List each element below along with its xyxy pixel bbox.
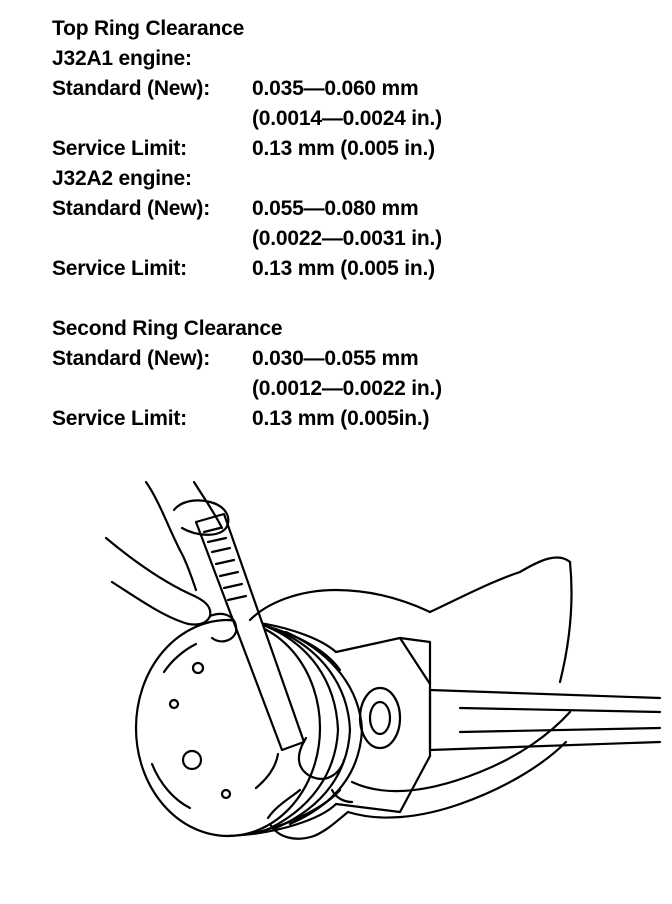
second-ring-standard-row	[52, 344, 652, 374]
j32a1-limit-row	[52, 134, 652, 164]
j32a2-standard-inch-row	[52, 224, 652, 254]
service-limit-label: Service Limit:	[52, 257, 187, 280]
feeler-gauge-piston-illustration	[100, 472, 672, 852]
connecting-rod	[430, 690, 660, 750]
spacer	[52, 374, 252, 404]
standard-value-mm: 0.035—0.060 mm	[252, 77, 419, 100]
section-gap	[52, 284, 652, 314]
standard-value-in: (0.0014—0.0024 in.)	[252, 107, 442, 130]
j32a2-limit-row	[52, 254, 652, 284]
standard-value-in: (0.0022—0.0031 in.)	[252, 227, 442, 250]
standard-label: Standard (New):	[52, 347, 211, 370]
service-limit-value: 0.13 mm (0.005in.)	[252, 407, 430, 430]
j32a1-engine-heading: J32A1 engine:	[52, 47, 192, 70]
service-limit-value: 0.13 mm (0.005 in.)	[252, 137, 435, 160]
service-limit-label: Service Limit:	[52, 137, 187, 160]
j32a2-standard-row	[52, 194, 652, 224]
second-ring-limit-row	[52, 404, 652, 434]
service-limit-label: Service Limit:	[52, 407, 187, 430]
standard-value-in: (0.0012—0.0022 in.)	[252, 377, 442, 400]
standard-value-mm: 0.055—0.080 mm	[252, 197, 419, 220]
j32a1-standard-row	[52, 74, 652, 104]
piston-ring-clearance-drawing	[100, 472, 672, 852]
standard-label: Standard (New):	[52, 197, 211, 220]
spacer	[52, 104, 252, 134]
clearance-specifications	[52, 14, 652, 434]
top-ring-heading: Top Ring Clearance	[52, 17, 245, 40]
second-ring-standard-inch-row	[52, 374, 652, 404]
second-ring-heading: Second Ring Clearance	[52, 317, 283, 340]
j32a2-engine-heading: J32A2 engine:	[52, 167, 192, 190]
spacer	[52, 224, 252, 254]
standard-label: Standard (New):	[52, 77, 211, 100]
service-limit-value: 0.13 mm (0.005 in.)	[252, 257, 435, 280]
j32a1-standard-inch-row	[52, 104, 652, 134]
standard-value-mm: 0.030—0.055 mm	[252, 347, 419, 370]
